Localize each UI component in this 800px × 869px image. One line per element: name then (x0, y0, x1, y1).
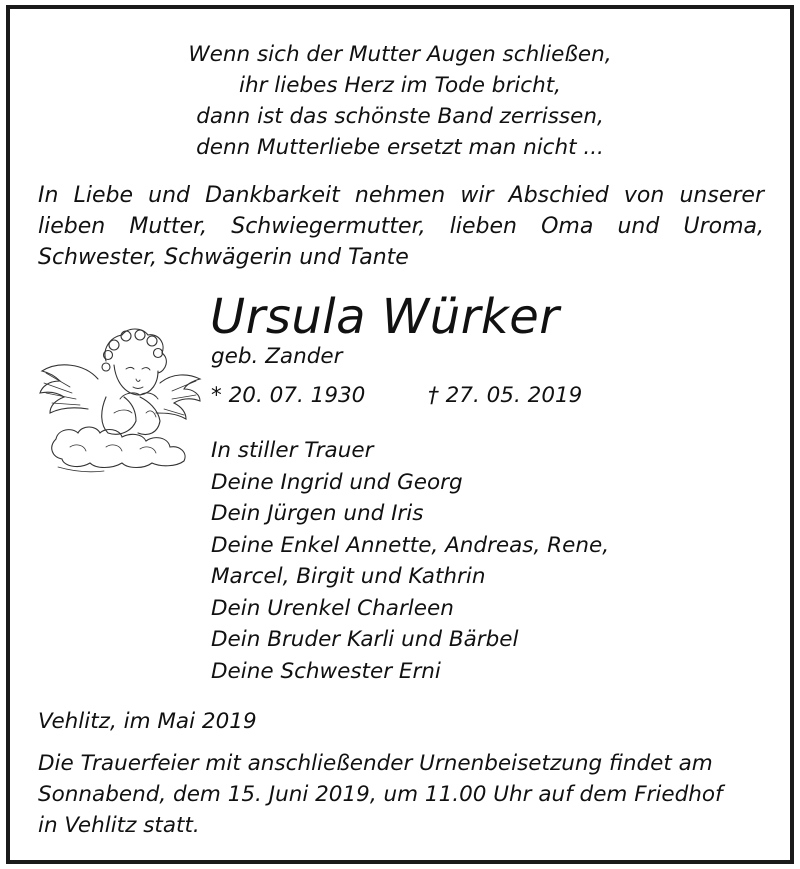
funeral-line: Sonnabend, dem 15. Juni 2019, um 11.00 Uhr auf dem Friedhof (38, 782, 723, 807)
life-dates (211, 381, 583, 411)
poem-line: denn Mutterliebe ersetzt man nicht ... (196, 135, 604, 160)
intro-line: Schwester, Schwägerin und Tante (38, 245, 409, 270)
funeral-line: in Vehlitz statt. (38, 813, 200, 838)
funeral-line: Die Trauerfeier mit anschließender Urnenbeisetzung findet am (38, 751, 713, 776)
intro-text (38, 180, 764, 273)
birth-date: * 20. 07. 1930 (211, 383, 366, 408)
poem-line: Wenn sich der Mutter Augen schließen, (188, 42, 612, 67)
cherub-angel-icon (36, 321, 206, 481)
mourners-line: Deine Ingrid und Georg (211, 469, 463, 495)
poem-line: dann ist das schönste Band zerrissen, (196, 104, 604, 129)
place-date: Vehlitz, im Mai 2019 (38, 709, 257, 734)
mourners-line: Dein Jürgen und Iris (211, 501, 424, 526)
mourners-list (211, 435, 609, 687)
mourners-line: Deine Enkel Annette, Andreas, Rene, (211, 532, 610, 558)
death-date: † 27. 05. 2019 (428, 383, 583, 408)
poem-line: ihr liebes Herz im Tode bricht, (239, 73, 561, 98)
intro-line: lieben Mutter, Schwiegermutter, lieben Oma und Uroma, (38, 214, 764, 239)
poem (10, 39, 790, 163)
mourners-line: Dein Urenkel Charleen (211, 595, 454, 621)
deceased-name: Ursula Würker (210, 289, 560, 345)
mourners-line: Deine Schwester Erni (211, 658, 441, 684)
mourners-line: Dein Bruder Karli und Bärbel (211, 627, 519, 652)
notice-border (6, 5, 794, 864)
maiden-name: geb. Zander (211, 344, 343, 369)
funeral-notice (38, 748, 723, 841)
intro-line: In Liebe und Dankbarkeit nehmen wir Abschied von unserer (38, 183, 764, 208)
mourners-line: Marcel, Birgit und Kathrin (211, 564, 486, 589)
mourners-line: In stiller Trauer (211, 438, 374, 463)
